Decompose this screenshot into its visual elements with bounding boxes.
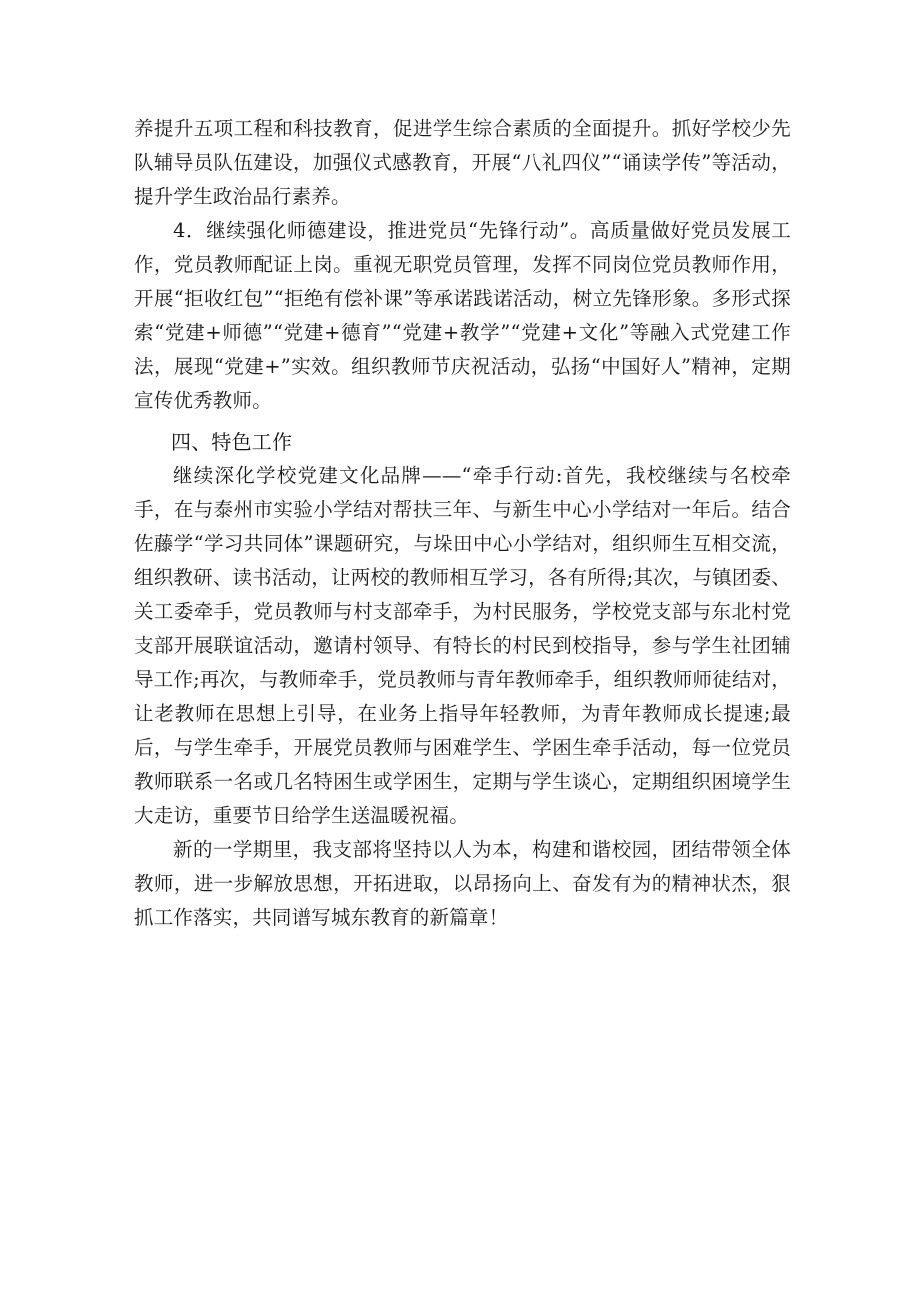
paragraph-featured-work: 继续深化学校党建文化品牌——“牵手行动:首先，我校继续与名校牵手，在与泰州市实验小学结对帮扶三年、与新生中心小学结对一年后。结合佐藤学“学习共同体”课题研究，与垛田中心小学结对，组织师生互相交流，组织教研、读书活动，让两校的教师相互学习，各有所得;其次，与镇团委、关工委牵手，党员教师与村支部牵手，为村民服务，学校党支部与东北村党支部开展联谊活动，邀请村领导、有特长的村民到校指导，参与学生社团辅导工作;再次，与教师牵手，党员教师与青年教师牵手，组织教师师徒结对，让老教师在思想上引导，在业务上指导年轻教师，为青年教师成长提速;最后，与学生牵手，开展党员教师与困难学生、学困生牵手活动，每一位党员教师联系一名或几名特困生或学困生，定期与学生谈心，定期组织困境学生大走访，重要节日给学生送温暖祝福。 bbox=[134, 464, 791, 827]
paragraph-teacher-ethics: 4．继续强化师德建设，推进党员“先锋行动”。高质量做好党员发展工作，党员教师配证上岗。重视无职党员管理，发挥不同岗位党员教师作用，开展“拒收红包”“拒绝有偿补课”等承诺践诺活动，树立先锋形象。多形式探索“党建+师德”“党建+德育”“党建+教学”“党建+文化”等融入式党建工作法，展现“党建+”实效。组织教师节庆祝活动，弘扬“中国好人”精神，定期宣传优秀教师。 bbox=[134, 219, 791, 412]
document-page bbox=[134, 112, 791, 935]
paragraph-continuation: 养提升五项工程和科技教育，促进学生综合素质的全面提升。抓好学校少先队辅导员队伍建设，加强仪式感教育，开展“八礼四仪”“诵读学传”等活动，提升学生政治品行素养。 bbox=[134, 117, 791, 208]
paragraph-closing: 新的一学期里，我支部将坚持以人为本，构建和谐校园，团结带领全体教师，进一步解放思想，开拓进取，以昂扬向上、奋发有为的精神状杰，狠抓工作落实，共同谱写城东教育的新篇章！ bbox=[134, 838, 791, 929]
section-heading: 四、特色工作 bbox=[171, 430, 293, 454]
